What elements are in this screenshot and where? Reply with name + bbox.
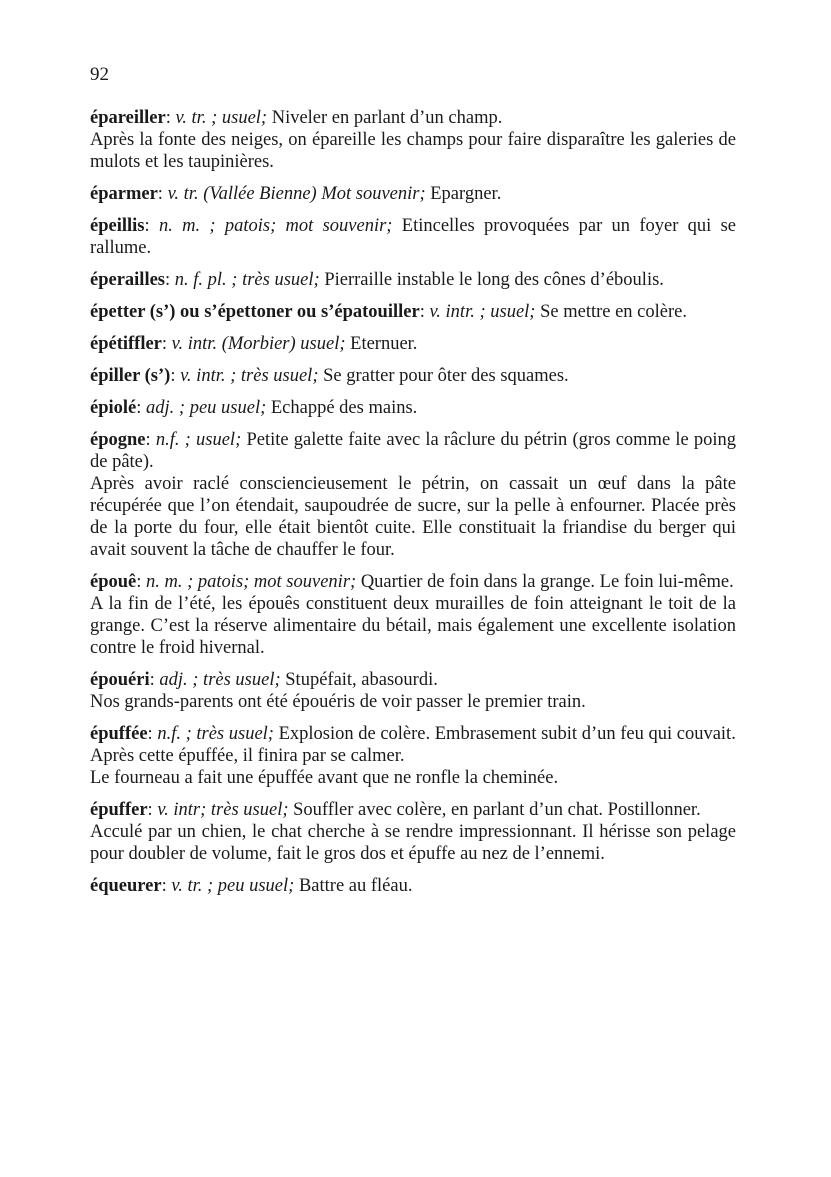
headword: épogne (90, 430, 146, 450)
definition: Quartier de foin dans la grange. Le foin lui-même. (360, 572, 734, 592)
example-sentence: Après la fonte des neiges, on épareille les champs pour faire disparaître les galeries de mulots et les taupinières. (90, 130, 736, 172)
grammar-note: v. intr. ; usuel; (429, 302, 536, 322)
grammar-note: adj. ; peu usuel; (146, 398, 267, 418)
headword: épeillis (90, 216, 145, 236)
dictionary-entry (90, 799, 736, 865)
headword: épetter (s’) ou s’épettoner ou s’épatouiller (90, 302, 420, 322)
example-sentence: Après avoir raclé consciencieusement le pétrin, on cassait un œuf dans la pâte récupérée que l’on étendait, saupoudrée de sucre, sur la pelle à enfourner. Placée près de la porte du four, elle était bientôt cuite. Elle constituait la friandise du berger qui avait souvent la tâche de chauffer le four. (90, 474, 736, 560)
grammar-note: n.f. ; très usuel; (157, 724, 274, 744)
entry-head-line: épétiffler: v. intr. (Morbier) usuel; Eternuer. (90, 334, 418, 354)
entry-head-line: épouéri: adj. ; très usuel; Stupéfait, abasourdi. (90, 670, 438, 690)
headword: équeurer (90, 876, 162, 896)
grammar-note: n. m. ; patois; mot souvenir; (158, 216, 393, 236)
headword: éparmer (90, 184, 158, 204)
dictionary-entry (90, 429, 736, 561)
definition: Pierraille instable le long des cônes d’éboulis. (324, 270, 664, 290)
example-sentence: A la fin de l’été, les épouês constituent deux murailles de foin atteignant le toit de la grange. C’est la réserve alimentaire du bétail, mais également une excellente isolation contre le froid hivernal. (90, 594, 736, 658)
grammar-note: n. m. ; patois; mot souvenir; (146, 572, 357, 592)
definition: Se mettre en colère. (540, 302, 687, 322)
entry-head-line: éparmer: v. tr. (Vallée Bienne) Mot souvenir; Epargner. (90, 184, 502, 204)
definition: Stupéfait, abasourdi. (285, 670, 438, 690)
dictionary-entry (90, 107, 736, 173)
dictionary-entry (90, 301, 736, 323)
definition: Battre au fléau. (298, 876, 413, 896)
entry-head-line: équeurer: v. tr. ; peu usuel; Battre au fléau. (90, 876, 413, 896)
headword: épuffée (90, 724, 148, 744)
headword: épiller (s’) (90, 366, 171, 386)
dictionary-entry (90, 723, 736, 789)
entry-head-line: épeillis: n. m. ; patois; mot souvenir; Etincelles provoquées par un foyer qui se rallume. (90, 216, 737, 258)
dictionary-entry (90, 571, 736, 659)
entry-head-line: épouê: n. m. ; patois; mot souvenir; Quartier de foin dans la grange. Le foin lui-même. (90, 572, 734, 592)
grammar-note: v. tr. (Vallée Bienne) Mot souvenir; (167, 184, 426, 204)
dictionary-entry (90, 875, 736, 897)
entry-head-line: épetter (s’) ou s’épettoner ou s’épatouiller: v. intr. ; usuel; Se mettre en colère. (90, 302, 687, 322)
entry-head-line: épuffer: v. intr; très usuel; Souffler avec colère, en parlant d’un chat. Postillonner. (90, 800, 701, 820)
grammar-note: n.f. ; usuel; (155, 430, 242, 450)
example-sentence: Nos grands-parents ont été épouéris de voir passer le premier train. (90, 692, 586, 712)
grammar-note: v. intr. (Morbier) usuel; (171, 334, 346, 354)
page-number: 92 (90, 64, 109, 85)
headword: épuffer (90, 800, 148, 820)
definition: Se gratter pour ôter des squames. (323, 366, 569, 386)
definition: Petite galette faite avec la râclure du pétrin (gros comme le poing de pâte). (90, 430, 737, 472)
grammar-note: v. intr; très usuel; (157, 800, 289, 820)
entry-head-line: épuffée: n.f. ; très usuel; Explosion de colère. Embrasement subit d’un feu qui couvait. (90, 724, 736, 744)
dictionary-entry (90, 215, 736, 259)
entry-head-line: épiolé: adj. ; peu usuel; Echappé des mains. (90, 398, 418, 418)
dictionary-entry (90, 669, 736, 713)
entry-head-line: épogne: n.f. ; usuel; Petite galette faite avec la râclure du pétrin (gros comme le poing de pâte). (90, 430, 737, 472)
grammar-note: v. tr. ; peu usuel; (171, 876, 295, 896)
entry-head-line: épareiller: v. tr. ; usuel; Niveler en parlant d’un champ. (90, 108, 503, 128)
definition: Souffler avec colère, en parlant d’un chat. Postillonner. (293, 800, 701, 820)
headword: épouéri (90, 670, 150, 690)
example-sentence: Acculé par un chien, le chat cherche à se rendre impressionnant. Il hérisse son pelage pour doubler de volume, fait le gros dos et épuffe au nez de l’ennemi. (90, 822, 736, 864)
definition: Echappé des mains. (270, 398, 418, 418)
definition: Niveler en parlant d’un champ. (271, 108, 503, 128)
example-sentence: Le fourneau a fait une épuffée avant que ne ronfle la cheminée. (90, 768, 559, 788)
definition: Explosion de colère. Embrasement subit d’un feu qui couvait. (278, 724, 736, 744)
dictionary-entry (90, 269, 736, 291)
dictionary-entry (90, 183, 736, 205)
grammar-note: n. f. pl. ; très usuel; (174, 270, 320, 290)
definition: Etincelles provoquées par un foyer qui se rallume. (90, 216, 737, 258)
headword: éperailles (90, 270, 166, 290)
headword: épétiffler (90, 334, 162, 354)
headword: épouê (90, 572, 137, 592)
entry-head-line: épiller (s’): v. intr. ; très usuel; Se gratter pour ôter des squames. (90, 366, 569, 386)
dictionary-entry (90, 365, 736, 387)
entry-head-line: éperailles: n. f. pl. ; très usuel; Pierraille instable le long des cônes d’éboulis. (90, 270, 664, 290)
grammar-note: adj. ; très usuel; (159, 670, 281, 690)
dictionary-entry (90, 333, 736, 355)
example-sentence: Après cette épuffée, il finira par se calmer. (90, 746, 405, 766)
definition: Eternuer. (350, 334, 418, 354)
dictionary-entry (90, 397, 736, 419)
definition: Epargner. (430, 184, 502, 204)
grammar-note: v. tr. ; usuel; (175, 108, 268, 128)
grammar-note: v. intr. ; très usuel; (180, 366, 319, 386)
entry-list (90, 107, 736, 907)
headword: épareiller (90, 108, 166, 128)
headword: épiolé (90, 398, 137, 418)
